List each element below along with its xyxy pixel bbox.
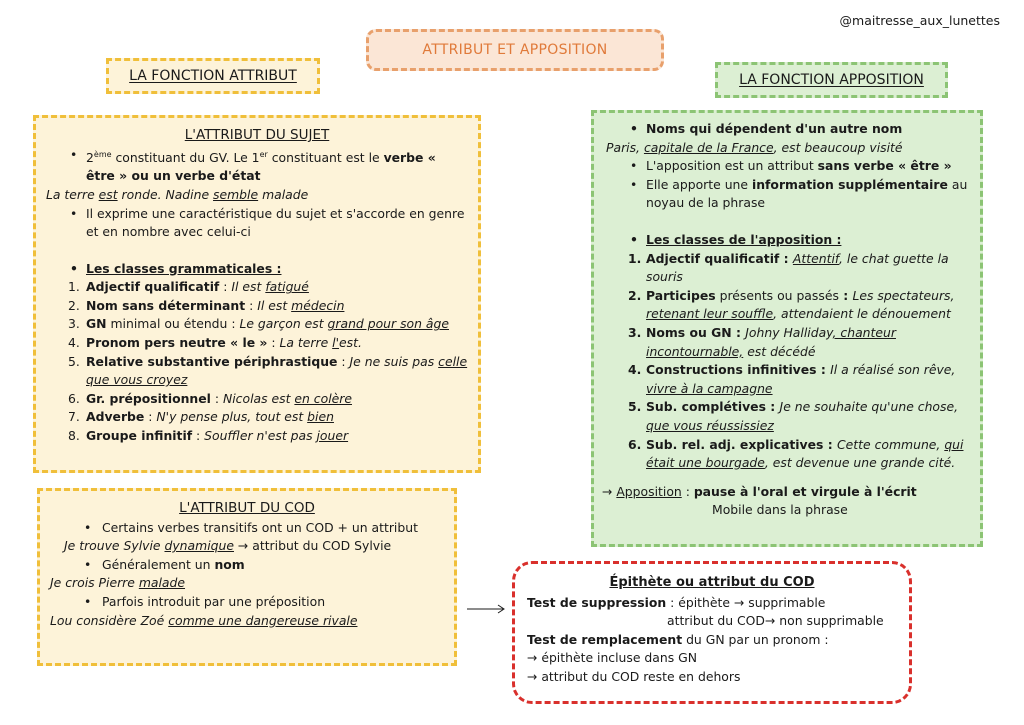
example-text: , attendaient le dénouement [773,306,951,322]
test-line: attribut du COD→ non supprimable [667,613,884,629]
test-line: → épithète incluse dans GN [527,650,698,666]
apposition-summary-line2: Mobile dans la phrase [712,502,848,518]
author-handle: @maitresse_aux_lunettes [839,13,1000,28]
class-name: Adjectif qualificatif [86,279,220,295]
example-text: , est devenue une grande cité. [764,455,956,471]
class-detail: présents ou passés [715,287,839,303]
example-highlight: vivre à la campagne [646,380,773,396]
class-name: Participes [646,287,716,303]
class-item [602,361,972,398]
example-text: Je ne suis pas [349,353,439,369]
separator: : [765,399,780,415]
example-highlight: en colère [294,390,352,406]
section-tag-apposition: LA FONCTION APPOSITION [715,62,948,98]
class-name: Sub. rel. adj. explicatives [646,436,824,452]
epithete-card [512,561,912,704]
bullet-item: • Parfois introduit par une préposition [50,593,444,612]
class-name: Pronom pers neutre « le » [86,335,268,351]
item-number: 6. [68,390,80,406]
apposition-summary: → Apposition : pause à l'oral et virgule à l'écrit [602,483,917,499]
classes-heading: • Les classes de l'apposition : [602,231,972,250]
example-highlight: celle que vous croyez [86,353,468,388]
attribut-du-sujet-card [33,115,481,473]
class-item [46,427,468,446]
card-title: L'ATTRIBUT DU SUJET [184,127,330,143]
class-item [46,390,468,409]
class-name: Adverbe [86,409,145,425]
example-text: Le garçon est [239,316,328,332]
class-detail: : [210,390,223,406]
bullet-item: • Généralement un nom [50,556,444,575]
example-text: La terre [279,335,333,351]
item-number: 5. [68,353,80,369]
example-highlight: que vous réussissiez [646,417,774,433]
example-text: Souffler n'est pas [204,428,317,444]
classes-list [46,278,468,445]
class-item [602,436,972,473]
classes-list [602,250,972,473]
classes-heading: • Les classes grammaticales : [46,260,468,279]
item-number: 3. [68,316,80,332]
example-text: Les spectateurs, [852,287,955,303]
example-text: Johny Halliday [745,324,833,340]
test-line: Test de suppression : épithète → supprimable [527,594,826,610]
class-name: Constructions infinitives [646,362,817,378]
class-detail: : [245,297,258,313]
attribut-du-cod-card [37,488,457,666]
example-highlight: retenant leur souffle [646,306,774,322]
item-number: 1. [628,250,642,266]
item-number: 2. [68,297,80,313]
example-highlight: Attentif [792,250,840,266]
item-number: 2. [628,287,642,303]
test-line: → attribut du COD reste en dehors [527,668,741,684]
example-text: Je ne souhaite qu'une chose, [779,399,959,415]
separator: : [823,436,838,452]
separator: : [779,250,793,266]
bullet-item: • Il exprime une caractéristique du sujet et s'accorde en genre et en nombre avec celui-ci [46,205,468,242]
example-highlight: , chanteur incontournable, [646,324,896,359]
arrow-right-icon [467,603,507,615]
class-item [602,287,972,324]
separator: : [816,362,831,378]
class-detail: : [144,409,157,425]
item-number: 8. [68,428,80,444]
class-detail: : [192,428,205,444]
example-highlight: l' [332,335,340,351]
example-highlight: grand pour son âge [327,316,449,332]
example-highlight: qui était une bourgade [646,436,964,471]
class-item [602,324,972,361]
test-line: Test de remplacement du GN par un pronom : [527,631,829,647]
apposition-card [591,110,983,547]
class-name: Gr. prépositionnel [86,390,211,406]
example-text: , le chat guette la souris [646,250,949,285]
example-highlight: médecin [291,297,345,313]
example-text: est décédé [743,343,816,359]
example-line: Lou considère Zoé comme une dangereuse rivale [50,612,358,628]
class-detail: : [337,353,350,369]
class-item [46,297,468,316]
example-text: Cette commune, [837,436,945,452]
example-text: Il a réalisé son rêve, [830,362,956,378]
example-highlight: jouer [316,428,349,444]
class-name: Sub. complétives [646,399,766,415]
class-name: GN [86,316,107,332]
example-line: Je crois Pierre malade [50,575,186,591]
example-line: La terre est ronde. Nadine semble malade [46,186,309,202]
bullet-item: • L'apposition est un attribut sans verbe « être » [602,157,972,176]
class-item [46,334,468,353]
bullet-item: • Certains verbes transitifs ont un COD + un attribut [50,519,444,538]
item-number: 4. [68,335,80,351]
item-number: 4. [628,362,642,378]
item-number: 6. [628,436,642,452]
class-name: Groupe infinitif [86,428,193,444]
class-item [46,353,468,390]
example-line: Paris, capitale de la France, est beaucoup visité [606,139,903,155]
example-text: est. [339,335,362,351]
example-text: N'y pense plus, tout est [156,409,308,425]
class-item [602,398,972,435]
bullet-item: • 2ème constituant du GV. Le 1er constituant est le verbe « être » ou un verbe d'état [46,146,468,186]
example-text: Il est [231,279,266,295]
item-number: 3. [628,324,642,340]
class-item [46,408,468,427]
card-title: Épithète ou attribut du COD [609,575,815,590]
class-detail: minimal ou étendu : [106,316,240,332]
card-title: L'ATTRIBUT DU COD [179,500,315,516]
class-name: Noms ou GN [646,324,732,340]
class-item [46,315,468,334]
example-highlight: fatigué [265,279,309,295]
page-title: ATTRIBUT ET APPOSITION [366,29,664,71]
class-item [46,278,468,297]
separator: : [838,287,853,303]
class-detail: : [267,335,280,351]
example-text: Il est [257,297,292,313]
separator: : [731,324,746,340]
class-name: Nom sans déterminant [86,297,246,313]
section-tag-attribut: LA FONCTION ATTRIBUT [106,58,320,94]
class-detail: : [219,279,232,295]
bullet-item: • Elle apporte une information supplémentaire au noyau de la phrase [602,176,972,213]
class-name: Relative substantive périphrastique [86,353,338,369]
example-line: Je trouve Sylvie dynamique → attribut du COD Sylvie [64,538,392,554]
item-number: 7. [68,409,80,425]
example-highlight: bien [307,409,334,425]
item-number: 1. [68,279,80,295]
item-number: 5. [628,399,642,415]
class-name: Adjectif qualificatif [646,250,780,266]
example-text: Nicolas est [222,390,295,406]
class-item [602,250,972,287]
bullet-item: • Noms qui dépendent d'un autre nom [602,120,972,139]
